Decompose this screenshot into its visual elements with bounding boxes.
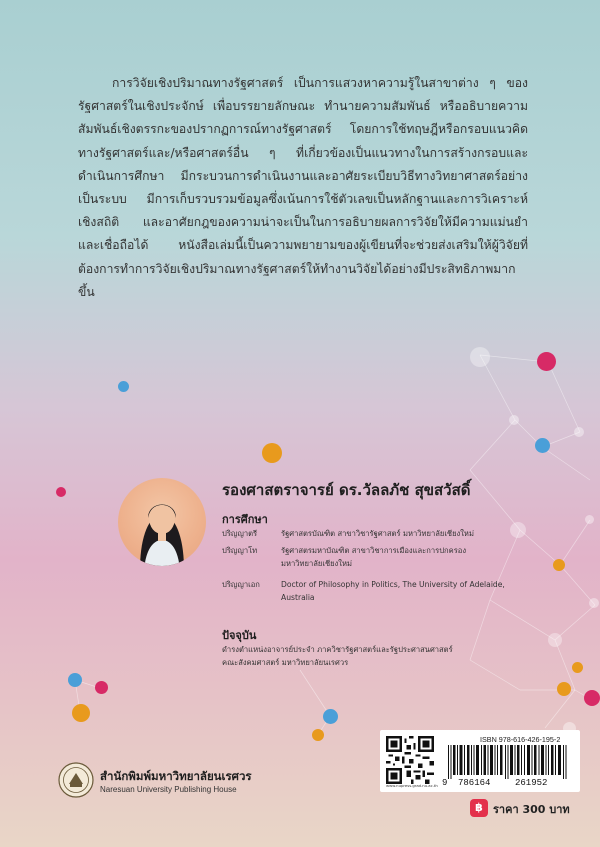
- education-row-phd: [222, 578, 522, 604]
- current-position: [222, 643, 492, 669]
- decor-dot: [262, 443, 282, 463]
- decor-dot: [470, 347, 490, 367]
- author-name: รองศาสตราจารย์ ดร.วัลลภัช สุขสวัสดิ์: [222, 481, 471, 499]
- degree-detail-line2: มหาวิทยาลัยเชียงใหม่: [281, 559, 352, 568]
- degree-detail: รัฐศาสตรบัณฑิต สาขาวิชารัฐศาสตร์ มหาวิทยาลัยเชียงใหม่: [281, 529, 474, 538]
- education-row-bachelor: [222, 527, 522, 540]
- degree-label: ปริญญาเอก: [222, 580, 260, 589]
- decor-dot: [509, 415, 519, 425]
- price-label: ราคา 300 บาท: [493, 803, 570, 816]
- decor-dot: [553, 559, 565, 571]
- education-row-master: [222, 544, 522, 570]
- decor-dot: [557, 682, 571, 696]
- publisher-url: www.nupress.grad.nu.ac.th: [386, 783, 438, 788]
- barcode-digit-first: 9: [442, 778, 448, 788]
- decor-dot: [72, 704, 90, 722]
- barcode-digits-right: 261952: [515, 778, 548, 788]
- decor-dot: [118, 381, 129, 392]
- barcode-bars: [442, 745, 574, 779]
- degree-detail: Doctor of Philosophy in Politics, The University of Adelaide,: [281, 580, 505, 589]
- decor-dot: [68, 673, 82, 687]
- decor-dot: [95, 681, 108, 694]
- education-heading: การศึกษา: [222, 513, 268, 526]
- current-heading: ปัจจุบัน: [222, 629, 257, 642]
- author-photo: [118, 478, 206, 566]
- decor-dot: [589, 598, 599, 608]
- qr-code: [386, 736, 434, 784]
- decor-dot: [548, 633, 562, 647]
- decor-dot: [574, 427, 584, 437]
- current-position-line1: ดำรงตำแหน่งอาจารย์ประจำ ภาควิชารัฐศาสตร์และรัฐประศาสนศาสตร์: [222, 645, 453, 654]
- decor-dot: [312, 729, 324, 741]
- book-description: การวิจัยเชิงปริมาณทางรัฐศาสตร์ เป็นการแสวงหาความรู้ในสาขาต่าง ๆ ของรัฐศาสตร์ในเชิงประจักษ์ เพื่อบรรยายลักษณะ ทำนายความสัมพันธ์ หรืออธิบายความสัมพันธ์เชิงตรรกะของปรากฏการณ์ทางรัฐศาสตร์ โดยการใช้ทฤษฎีหรือกรอบแนวคิดทางรัฐศาสตร์และ/หรือศาสตร์อื่น ๆ ที่เกี่ยวข้องเป็นแนวทางในการสร้างกรอบและดำเนินการศึกษา มีกระบวนการดำเนินงานและอาศัยระเบียบวิธีทางวิทยาศาสตร์อย่างเป็นระบบ มีการเก็บรวบรวมข้อมูลซึ่งเน้นการใช้ตัวเลขเป็นหลักฐานและการวิเคราะห์เชิงสถิติ และอาศัยกฎของความน่าจะเป็นในการอธิบายผลการวิจัยให้มีความแม่นยำและเชื่อถือได้ หนังสือเล่มนี้เป็นความพยายามของผู้เขียนที่จะช่วยส่งเสริมให้ผู้วิจัยที่ต้องการทำการวิจัยเชิงปริมาณทางรัฐศาสตร์ให้ทำงานวิจัยได้อย่างมีประสิทธิภาพมากขึ้น: [78, 76, 528, 299]
- decor-dot: [585, 515, 594, 524]
- decor-dot: [535, 438, 550, 453]
- degree-detail: รัฐศาสตรมหาบัณฑิต สาขาวิชาการเมืองและการปกครอง: [281, 546, 467, 555]
- isbn-text: ISBN 978-616-426-195-2: [480, 735, 561, 744]
- decor-dot: [537, 352, 556, 371]
- decor-dot: [323, 709, 338, 724]
- baht-icon: ฿: [470, 799, 488, 817]
- publisher-name-en: Naresuan University Publishing House: [100, 785, 237, 794]
- degree-label: ปริญญาตรี: [222, 529, 258, 538]
- degree-detail-line2: Australia: [281, 593, 315, 602]
- current-position-line2: คณะสังคมศาสตร์ มหาวิทยาลัยนเรศวร: [222, 658, 349, 667]
- barcode-box: [380, 730, 580, 792]
- publisher-logo-icon: [58, 762, 94, 798]
- degree-label: ปริญญาโท: [222, 546, 258, 555]
- decor-dot: [572, 662, 583, 673]
- decor-dot: [584, 690, 600, 706]
- decor-dot: [56, 487, 66, 497]
- barcode-digits-left: 786164: [458, 778, 491, 788]
- publisher-name-th: สำนักพิมพ์มหาวิทยาลัยนเรศวร: [100, 769, 252, 783]
